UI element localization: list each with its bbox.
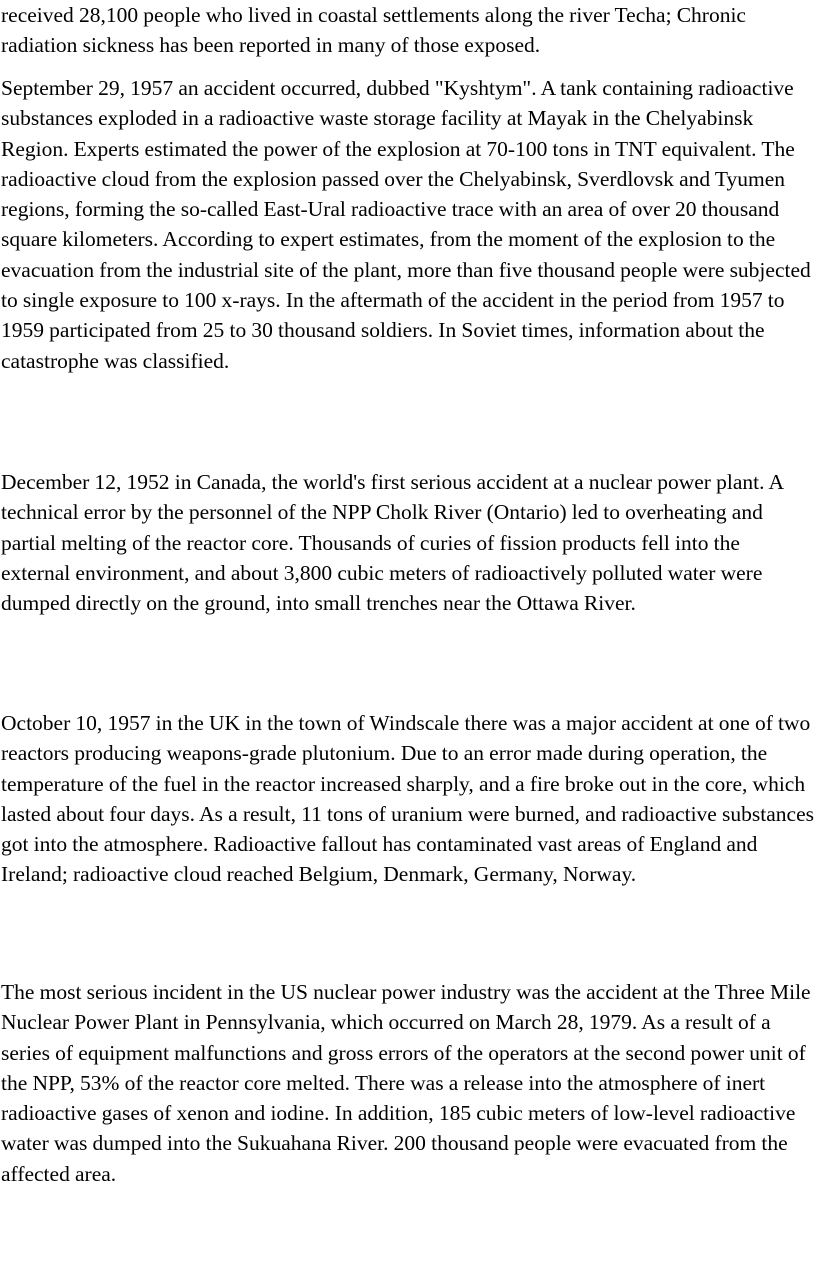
paragraph-windscale-accident: October 10, 1957 in the UK in the town of Windscale there was a major accident at one of two reactors producing weapons-grade plutonium. Due to an error made during operation, the temperature of the fuel in the reactor increased sharply, and a fire broke out in the core, which lasted about four days. As a result, 11 tons of uranium were burned, and radioactive substances got into the atmosphere. Radioactive fallout has contaminated vast areas of England and Ireland; radioactive cloud reached Belgium, Denmark, Germany, Norway. xyxy=(1,711,814,887)
paragraph-techa-exposure: received 28,100 people who lived in coastal settlements along the river Techa; Chronic radiation sickness has been reported in many of those exposed. xyxy=(1,3,746,58)
paragraph-kyshtym-accident: September 29, 1957 an accident occurred, dubbed "Kyshtym". A tank containing radioactive substances exploded in a radioactive waste storage facility at Mayak in the Chelyabinsk Region. Experts estimated the power of the explosion at 70-100 tons in TNT equivalent. The radioactive cloud from the explosion passed over the Chelyabinsk, Sverdlovsk and Tyumen regions, forming the so-called East-Ural radioactive trace with an area of over 20 thousand square kilometers. According to expert estimates, from the moment of the explosion to the evacuation from the industrial site of the plant, more than five thousand people were subjected to single exposure to 100 x-rays. In the aftermath of the accident in the period from 1957 to 1959 participated from 25 to 30 thousand soldiers. In Soviet times, information about the catastrophe was classified. xyxy=(1,76,811,373)
paragraph-three-mile-island-accident: The most serious incident in the US nuclear power industry was the accident at the Three Mile Nuclear Power Plant in Pennsylvania, which occurred on March 28, 1979. As a result of a series of equipment malfunctions and gross errors of the operators at the second power unit of the NPP, 53% of the reactor core melted. There was a release into the atmosphere of inert radioactive gases of xenon and iodine. In addition, 185 cubic meters of low-level radioactive water was dumped into the Sukuahana River. 200 thousand people were evacuated from the affected area. xyxy=(1,980,811,1186)
paragraph-chalk-river-accident: December 12, 1952 in Canada, the world's first serious accident at a nuclear power plant. A technical error by the personnel of the NPP Cholk River (Ontario) led to overheating and partial melting of the reactor core. Thousands of curies of fission products fell into the external environment, and about 3,800 cubic meters of radioactively polluted water were dumped directly on the ground, into small trenches near the Ottawa River. xyxy=(1,470,783,616)
